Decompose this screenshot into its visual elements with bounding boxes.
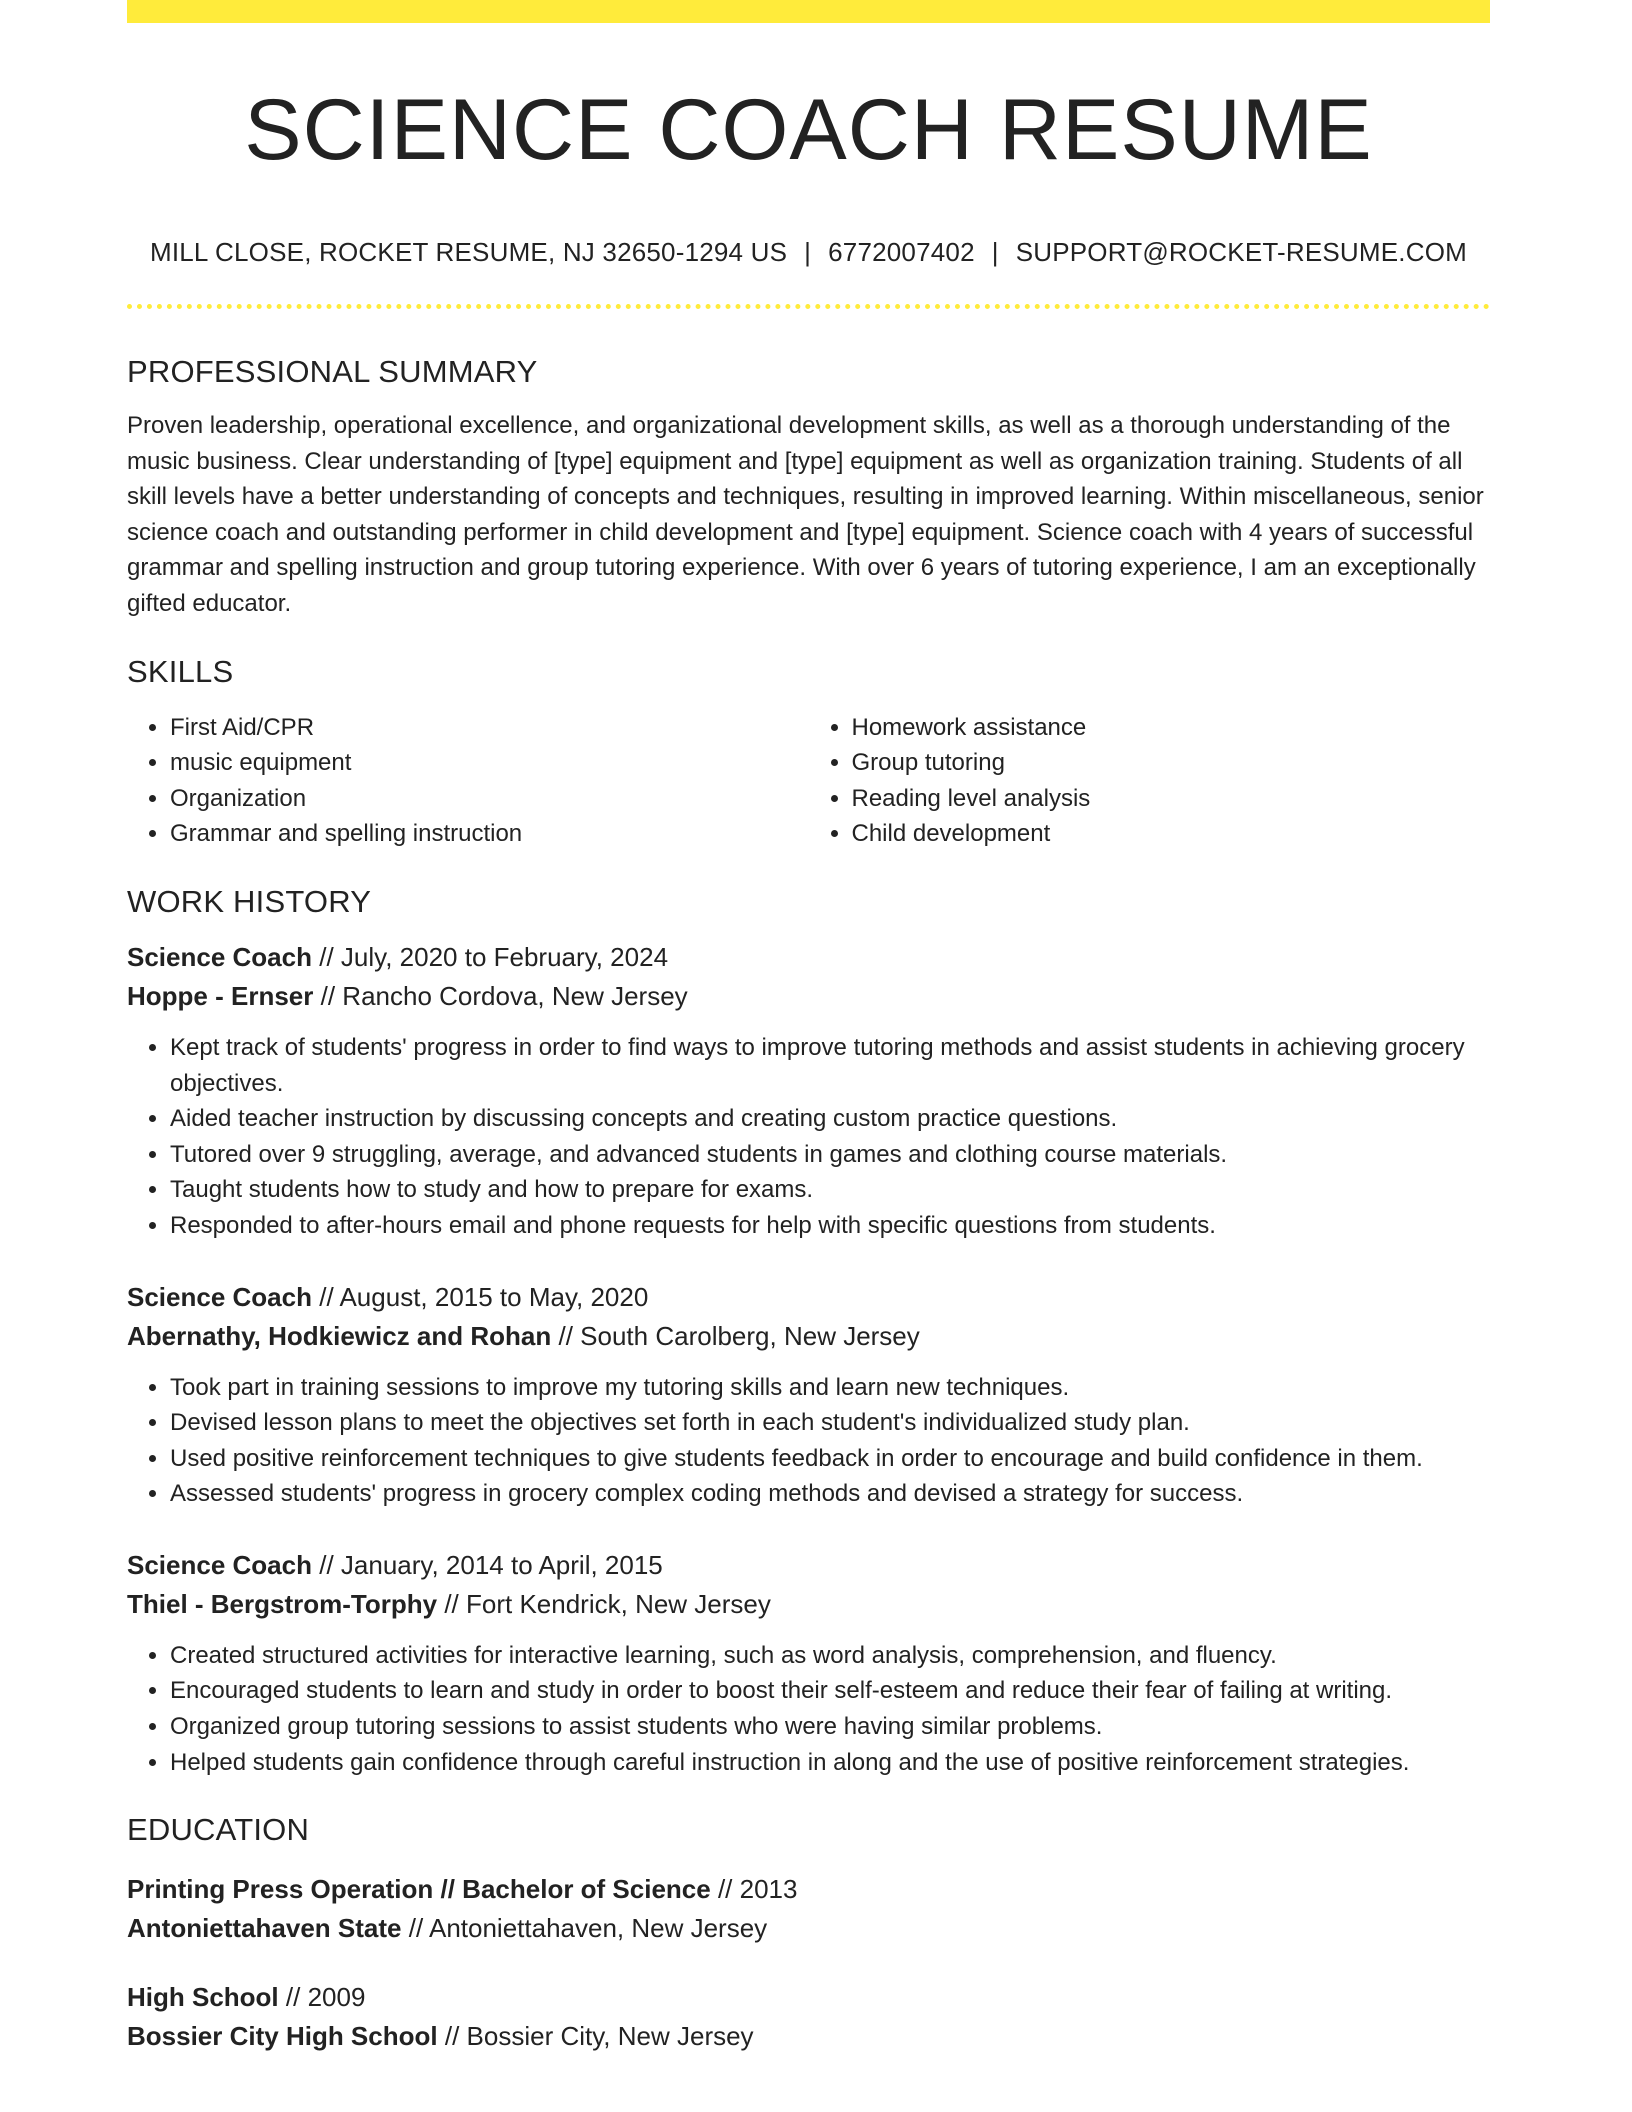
contact-email: SUPPORT@ROCKET-RESUME.COM — [1015, 237, 1467, 267]
education-year: 2013 — [739, 1874, 798, 1905]
job-bullet: • Responded to after-hours email and phone requests for help with specific questions from students. — [170, 1208, 1490, 1244]
separator: // — [558, 1320, 573, 1351]
work-history-heading: WORK HISTORY — [127, 883, 372, 919]
job-company: Hoppe - Ernser — [127, 980, 314, 1011]
separator: // — [319, 941, 334, 972]
skill-item: • Child development — [852, 816, 1491, 852]
job-dates: August, 2015 to May, 2020 — [339, 1281, 649, 1312]
separator: // — [319, 1549, 334, 1580]
skill-item: • Grammar and spelling instruction — [170, 816, 809, 852]
education-location: Antoniettahaven, New Jersey — [428, 1913, 768, 1944]
skill-item: • Reading level analysis — [852, 781, 1491, 817]
contact-separator: | — [804, 237, 812, 267]
job-entry — [127, 938, 1490, 1244]
job-dates: January, 2014 to April, 2015 — [340, 1549, 663, 1580]
job-title: Science Coach — [127, 1281, 312, 1312]
page-title: SCIENCE COACH RESUME — [244, 82, 1373, 178]
separator: // — [408, 1913, 424, 1944]
contact-line — [127, 233, 1490, 271]
job-bullet: • Devised lesson plans to meet the objectives set forth in each student's individualized study plan. — [170, 1405, 1490, 1441]
job-bullets — [127, 1030, 1490, 1244]
education-school: Antoniettahaven State — [127, 1913, 402, 1944]
contact-separator: | — [991, 237, 999, 267]
separator: // — [285, 1982, 301, 2013]
skills-columns — [127, 710, 1490, 852]
separator: // — [444, 1588, 459, 1619]
skill-item: • Homework assistance — [852, 710, 1491, 746]
skill-item: • Organization — [170, 781, 809, 817]
job-bullet: • Helped students gain confidence through careful instruction in along and the use of positive reinforcement strategies. — [170, 1745, 1490, 1781]
education-entry — [127, 1870, 1490, 1948]
job-company-line — [127, 977, 1490, 1016]
job-entry — [127, 1546, 1490, 1780]
summary-text: Proven leadership, operational excellence, and organizational development skills, as well as a thorough understanding of the music business. Clear understanding of [type] equipment and [type] equipment as well as organization training. Students of all skill levels have a better understanding of concepts and techniques, resulting in improved learning. Within miscellaneous, senior science coach and outstanding performer in child development and [type] equipment. Science coach with 4 years of successful grammar and spelling instruction and group tutoring experience. With over 6 years of tutoring experience, I am an exceptionally gifted educator. — [127, 412, 1484, 617]
education-heading: EDUCATION — [127, 1812, 310, 1848]
separator: // — [320, 980, 336, 1011]
summary-section — [127, 350, 1490, 622]
education-school-line — [127, 2017, 1490, 2056]
skills-heading: SKILLS — [127, 653, 234, 689]
job-bullet: • Encouraged students to learn and study in order to boost their self-esteem and reduce their fear of failing at writing. — [170, 1673, 1490, 1709]
separator: // — [319, 1281, 334, 1312]
job-title-line — [127, 938, 1490, 977]
job-location: Rancho Cordova, New Jersey — [342, 980, 688, 1011]
skills-left-list — [127, 710, 809, 852]
education-degree-line — [127, 1978, 1490, 2017]
job-bullet: • Kept track of students' progress in order to find ways to improve tutoring methods and assist students in achieving grocery objectives. — [170, 1030, 1490, 1101]
dotted-divider — [127, 304, 1490, 309]
job-bullets — [127, 1638, 1490, 1780]
education-entry — [127, 1978, 1490, 2056]
separator: // — [717, 1874, 733, 1905]
work-history-section — [127, 880, 1490, 1780]
contact-phone: 6772007402 — [828, 237, 975, 267]
job-company: Thiel - Bergstrom-Torphy — [127, 1588, 438, 1619]
job-bullet: • Used positive reinforcement techniques to give students feedback in order to encourage and build confidence in them. — [170, 1441, 1490, 1477]
job-entry — [127, 1278, 1490, 1512]
job-bullet: • Taught students how to study and how to prepare for exams. — [170, 1172, 1490, 1208]
job-bullet: • Took part in training sessions to improve my tutoring skills and learn new techniques. — [170, 1370, 1490, 1406]
education-school-line — [127, 1909, 1490, 1948]
education-degree: Printing Press Operation // Bachelor of Science — [127, 1874, 711, 1905]
skills-right-list — [809, 710, 1491, 852]
separator: // — [444, 2021, 460, 2052]
job-title-line — [127, 1278, 1490, 1317]
job-title-line — [127, 1546, 1490, 1585]
job-bullet: • Organized group tutoring sessions to assist students who were having similar problems. — [170, 1709, 1490, 1745]
job-bullet: • Tutored over 9 struggling, average, and advanced students in games and clothing course materials. — [170, 1137, 1490, 1173]
summary-heading: PROFESSIONAL SUMMARY — [127, 354, 538, 389]
skills-section — [127, 650, 1490, 852]
job-bullets — [127, 1370, 1490, 1512]
job-title: Science Coach — [127, 1549, 312, 1580]
job-bullet: • Aided teacher instruction by discussing concepts and creating custom practice questions. — [170, 1101, 1490, 1137]
skill-item: • First Aid/CPR — [170, 710, 809, 746]
resume-content — [127, 350, 1490, 2056]
education-school: Bossier City High School — [127, 2021, 438, 2052]
job-title: Science Coach — [127, 941, 312, 972]
contact-address: MILL CLOSE, ROCKET RESUME, NJ 32650-1294 US — [149, 237, 788, 267]
job-location: Fort Kendrick, New Jersey — [466, 1588, 771, 1619]
job-company-line — [127, 1585, 1490, 1624]
job-bullet: • Created structured activities for interactive learning, such as word analysis, comprehension, and fluency. — [170, 1638, 1490, 1674]
job-dates: July, 2020 to February, 2024 — [340, 941, 669, 972]
accent-bar — [127, 0, 1490, 23]
education-year: 2009 — [307, 1982, 366, 2013]
education-location: Bossier City, New Jersey — [466, 2021, 754, 2052]
skill-item: • Group tutoring — [852, 745, 1491, 781]
job-location: South Carolberg, New Jersey — [580, 1320, 920, 1351]
skill-item: • music equipment — [170, 745, 809, 781]
job-company: Abernathy, Hodkiewicz and Rohan — [127, 1320, 552, 1351]
education-degree-line — [127, 1870, 1490, 1909]
job-company-line — [127, 1317, 1490, 1356]
education-degree: High School — [127, 1982, 279, 2013]
education-section — [127, 1808, 1490, 2056]
job-bullet: • Assessed students' progress in grocery complex coding methods and devised a strategy for success. — [170, 1476, 1490, 1512]
